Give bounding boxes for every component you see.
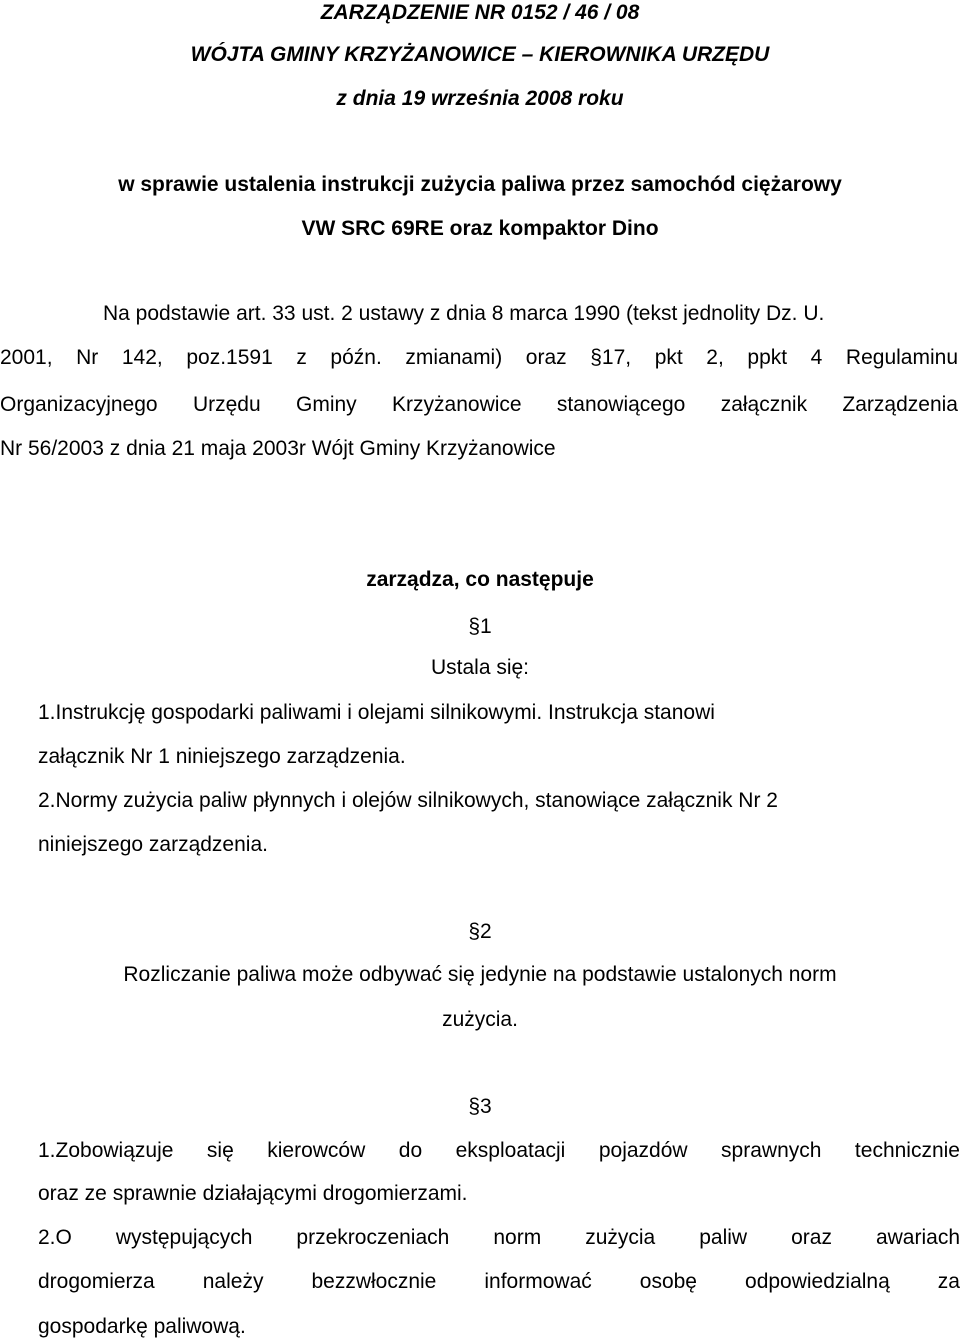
section-3-item-2-line-3: gospodarkę paliwową. <box>38 1315 246 1338</box>
section-2-heading: §2 <box>468 920 492 943</box>
decree-text: zarządza, co następuje <box>366 568 594 591</box>
subject-line-1: w sprawie ustalenia instrukcji zużycia paliwa przez samochód ciężarowy <box>118 173 842 196</box>
preamble-line-2 <box>0 347 958 368</box>
title-line-1: ZARZĄDZENIE NR 0152 / 46 / 08 <box>320 1 640 24</box>
section-1-item-1-line-1: 1.Instrukcję gospodarki paliwami i olejami silnikowymi. Instrukcja stanowi <box>38 701 715 724</box>
section-3-item-1-line-1-text: 1.Zobowiązuje się kierowców do eksploatacji pojazdów sprawnych technicznie <box>38 1139 960 1162</box>
section-1-item-2-line-2: niniejszego zarządzenia. <box>38 833 268 856</box>
title-line-2: WÓJTA GMINY KRZYŻANOWICE – KIEROWNIKA URZĘDU <box>190 43 770 66</box>
section-2-line-1: Rozliczanie paliwa może odbywać się jedynie na podstawie ustalonych norm <box>123 963 837 986</box>
section-3-item-2-line-1-text: 2.O występujących przekroczeniach norm zużycia paliw oraz awariach <box>38 1226 960 1249</box>
section-1-item-1-line-2: załącznik Nr 1 niniejszego zarządzenia. <box>38 745 406 768</box>
section-1-heading: §1 <box>468 615 492 638</box>
preamble-line-1: Na podstawie art. 33 ust. 2 ustawy z dnia 8 marca 1990 (tekst jednolity Dz. U. <box>103 302 825 325</box>
preamble-line-2-text: 2001, Nr 142, poz.1591 z późn. zmianami) oraz §17, pkt 2, ppkt 4 Regulaminu <box>0 346 958 369</box>
title-line-3: z dnia 19 września 2008 roku <box>336 87 624 110</box>
subject-line-2: VW SRC 69RE oraz kompaktor Dino <box>301 217 659 240</box>
preamble-line-3-text: Organizacyjnego Urzędu Gminy Krzyżanowice stanowiącego załącznik Zarządzenia <box>0 393 958 416</box>
preamble-line-3 <box>0 394 958 415</box>
section-3-item-1-line-2: oraz ze sprawnie działającymi drogomierzami. <box>38 1182 468 1205</box>
section-1-item-2-line-1: 2.Normy zużycia paliw płynnych i olejów silnikowych, stanowiące załącznik Nr 2 <box>38 789 778 812</box>
section-3-item-2-line-2 <box>38 1271 960 1292</box>
section-3-item-1-line-1 <box>38 1140 960 1161</box>
section-2-line-2: zużycia. <box>442 1008 518 1031</box>
section-1-intro: Ustala się: <box>430 656 530 679</box>
section-3-item-2-line-2-text: drogomierza należy bezzwłocznie informować osobę odpowiedzialną za <box>38 1270 960 1293</box>
preamble-line-4: Nr 56/2003 z dnia 21 maja 2003r Wójt Gminy Krzyżanowice <box>0 437 556 460</box>
section-3-heading: §3 <box>468 1095 492 1118</box>
section-3-item-2-line-1 <box>38 1227 960 1248</box>
